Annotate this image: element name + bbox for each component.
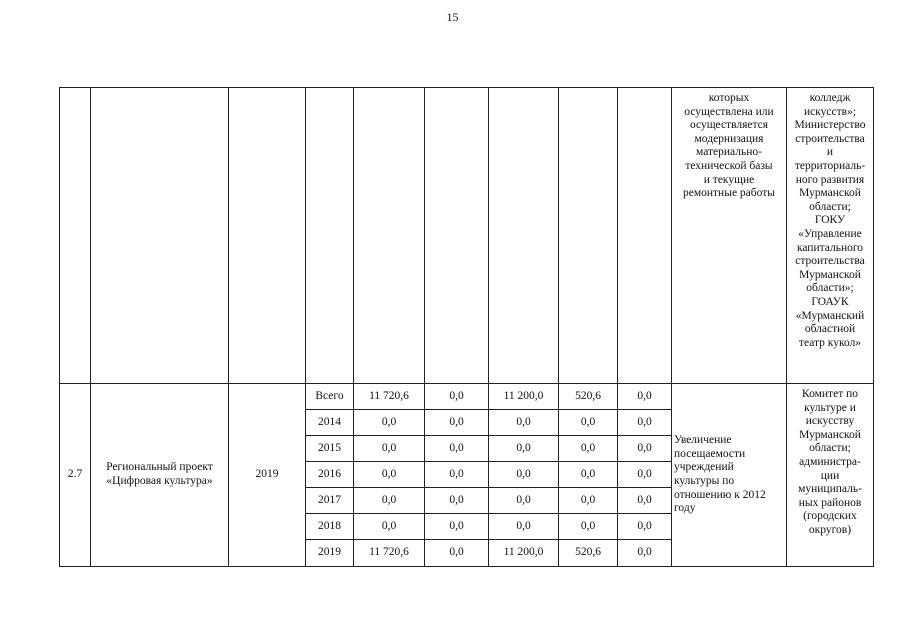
text-line: которых xyxy=(708,92,750,104)
value-cell: 0,0 xyxy=(425,540,489,567)
text-line: «Управление xyxy=(798,227,862,240)
value-cell: 0,0 xyxy=(425,514,489,540)
text-line: посещаемости xyxy=(674,447,746,460)
text-line: Увеличение xyxy=(674,434,732,447)
value-cell: 0,0 xyxy=(489,514,559,540)
value-cell: 0,0 xyxy=(354,488,425,514)
empty-cell xyxy=(229,88,306,384)
text-line: и xyxy=(826,146,834,159)
text-line: Региональный проект xyxy=(106,461,213,474)
year-cell: 2019 xyxy=(306,540,354,567)
empty-cell xyxy=(60,88,91,384)
text-line: области; xyxy=(809,442,851,455)
text-line: «Цифровая культура» xyxy=(106,475,213,487)
value-cell: 0,0 xyxy=(425,488,489,514)
empty-cell xyxy=(91,88,229,384)
value-cell: 0,0 xyxy=(559,514,618,540)
text-line: технической базы xyxy=(685,159,773,172)
text-line: Мурманской xyxy=(799,428,861,441)
value-cell: 11 720,6 xyxy=(354,540,425,567)
value-cell: 520,6 xyxy=(559,540,618,567)
text-line: капитального xyxy=(796,241,864,254)
text-line: отношению к 2012 xyxy=(674,488,766,501)
value-cell: 0,0 xyxy=(425,384,489,410)
text-line: «Мурманский xyxy=(795,309,865,322)
empty-cell xyxy=(354,88,425,384)
text-line: ремонтные работы xyxy=(683,187,775,200)
value-cell: 0,0 xyxy=(559,462,618,488)
value-cell: 0,0 xyxy=(489,410,559,436)
year-cell: Всего xyxy=(306,384,354,410)
continued-executor xyxy=(787,88,874,384)
value-cell: 0,0 xyxy=(354,462,425,488)
page-number: 15 xyxy=(446,10,459,24)
value-cell: 0,0 xyxy=(425,410,489,436)
text-line: искусству xyxy=(805,415,855,428)
empty-cell xyxy=(618,88,672,384)
value-cell: 0,0 xyxy=(489,462,559,488)
empty-cell xyxy=(306,88,354,384)
text-line: учреждений xyxy=(674,461,734,474)
text-line: муниципаль- xyxy=(798,483,862,496)
value-cell: 0,0 xyxy=(618,488,672,514)
text-line: осуществляется xyxy=(689,119,769,132)
text-line: Мурманской xyxy=(799,268,861,281)
text-line: искусств»; xyxy=(803,105,857,118)
value-cell: 11 720,6 xyxy=(354,384,425,410)
project-deadline: 2019 xyxy=(229,384,306,567)
value-cell: 0,0 xyxy=(354,436,425,462)
year-cell: 2015 xyxy=(306,436,354,462)
text-line: области; xyxy=(809,200,851,213)
text-line: ГОАУК xyxy=(811,295,849,308)
text-line: году xyxy=(674,502,696,515)
project-name xyxy=(91,384,229,567)
text-line: материально- xyxy=(696,146,762,159)
value-cell: 11 200,0 xyxy=(489,540,559,567)
project-number: 2.7 xyxy=(60,384,91,567)
text-line: культуре и xyxy=(804,401,856,414)
value-cell: 0,0 xyxy=(489,436,559,462)
text-line: строительства xyxy=(795,255,865,268)
value-cell: 0,0 xyxy=(354,514,425,540)
text-line: ГОКУ xyxy=(814,214,846,227)
value-cell: 0,0 xyxy=(425,436,489,462)
text-line: области»; xyxy=(806,282,854,295)
year-cell: 2017 xyxy=(306,488,354,514)
value-cell: 0,0 xyxy=(618,410,672,436)
value-cell: 0,0 xyxy=(618,436,672,462)
value-cell: 0,0 xyxy=(354,410,425,436)
text-line: и текущие xyxy=(703,173,755,186)
text-line: колледж xyxy=(809,92,851,104)
text-line: ции xyxy=(820,469,840,482)
table-row xyxy=(60,384,874,410)
program-table xyxy=(59,87,874,567)
value-cell: 0,0 xyxy=(559,436,618,462)
continued-row xyxy=(60,88,874,384)
text-line: территориаль- xyxy=(794,159,866,172)
text-line: театр кукол» xyxy=(798,336,862,349)
continued-indicator xyxy=(672,88,787,384)
text-line: областной xyxy=(804,323,856,336)
value-cell: 0,0 xyxy=(425,462,489,488)
value-cell: 520,6 xyxy=(559,384,618,410)
empty-cell xyxy=(425,88,489,384)
value-cell: 11 200,0 xyxy=(489,384,559,410)
text-line: осуществлена или xyxy=(684,105,774,118)
text-line: ного развития xyxy=(795,173,865,186)
text-line: Мурманской xyxy=(799,187,861,200)
text-line: Министерство xyxy=(794,119,866,132)
project-indicator xyxy=(672,384,787,567)
text-line: строительства xyxy=(795,132,865,145)
project-executor xyxy=(787,384,874,567)
text-line: культуры по xyxy=(674,475,735,487)
year-cell: 2014 xyxy=(306,410,354,436)
text-line: модернизация xyxy=(694,132,764,145)
empty-cell xyxy=(489,88,559,384)
value-cell: 0,0 xyxy=(618,384,672,410)
year-cell: 2016 xyxy=(306,462,354,488)
value-cell: 0,0 xyxy=(618,514,672,540)
value-cell: 0,0 xyxy=(559,410,618,436)
year-cell: 2018 xyxy=(306,514,354,540)
value-cell: 0,0 xyxy=(489,488,559,514)
empty-cell xyxy=(559,88,618,384)
text-line: администра- xyxy=(799,455,861,468)
text-line: ных районов xyxy=(798,496,862,509)
text-line: округов) xyxy=(808,523,852,536)
text-line: (городских xyxy=(803,510,857,523)
text-line: Комитет по xyxy=(802,388,858,400)
value-cell: 0,0 xyxy=(618,462,672,488)
value-cell: 0,0 xyxy=(618,540,672,567)
value-cell: 0,0 xyxy=(559,488,618,514)
